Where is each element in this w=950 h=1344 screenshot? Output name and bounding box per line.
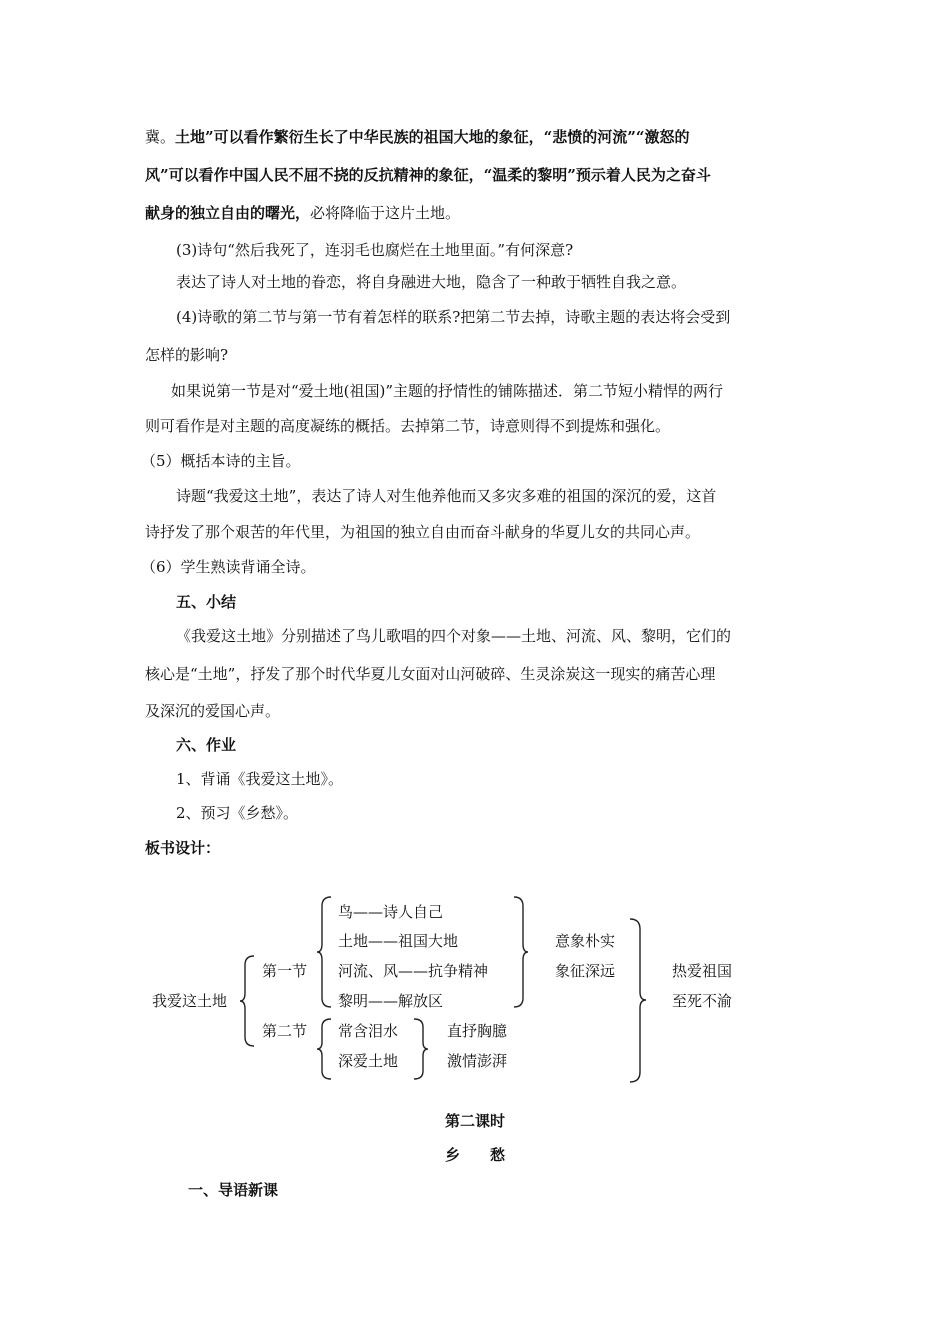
section-2-note-2: 激情澎湃	[447, 1052, 508, 1070]
question-4-line-1: (4)诗歌的第二节与第一节有着怎样的联系?把第二节去掉，诗歌主题的表达将会受到	[176, 308, 731, 326]
conclusion-brace	[627, 918, 649, 1083]
section-1-brace	[316, 896, 336, 1008]
bold-text-line: 风”可以看作中国人民不屈不挠的反抗精神的象征，“温柔的黎明”预示着人民为之奋斗	[145, 166, 711, 184]
section-1-item-river-wind: 河流、风——抗争精神	[338, 962, 489, 980]
section-2-brace	[316, 1018, 336, 1080]
section-heading-intro: 一、导语新课	[188, 1181, 279, 1199]
bold-text-fragment: 献身的独立自由的曙光，	[145, 204, 311, 222]
question-3: (3)诗句“然后我死了，连羽毛也腐烂在土地里面。”有何深意?	[176, 241, 574, 259]
section-1-note-1: 意象朴实	[555, 932, 616, 950]
conclusion-2: 至死不渝	[672, 992, 733, 1010]
board-section-1: 第一节	[262, 962, 308, 980]
question-5: （5）概括本诗的主旨。	[141, 452, 301, 470]
lesson-title: 第二课时	[444, 1112, 505, 1130]
section-1-item-dawn: 黎明——解放区	[338, 992, 444, 1010]
question-4-line-2: 怎样的影响?	[145, 346, 229, 364]
section-1-note-2: 象征深远	[555, 962, 616, 980]
section-heading-summary: 五、小结	[176, 593, 237, 611]
section-2-note-1: 直抒胸臆	[447, 1022, 508, 1040]
section-1-item-bird: 鸟——诗人自己	[338, 903, 444, 921]
root-brace	[239, 955, 259, 1047]
summary-line-1: 《我爱这土地》分别描述了鸟儿歌唱的四个对象——土地、河流、风、黎明，它们的	[176, 627, 732, 645]
answer-5-line-1: 诗题“我爱这土地”，表达了诗人对生他养他而又多灾多难的祖国的深沉的爱，这首	[176, 487, 717, 505]
section-1-item-land: 土地——祖国大地	[338, 932, 459, 950]
section-2-close-brace	[411, 1018, 431, 1080]
summary-line-3: 及深沉的爱国心声。	[145, 702, 281, 720]
answer-5-line-2: 诗抒发了那个艰苦的年代里，为祖国的独立自由而奋斗献身的华夏儿女的共同心声。	[145, 523, 701, 541]
bold-text-fragment: 土地”可以看作繁衍生长了中华民族的祖国大地的象征，“悲愤的河流”“激怒的	[175, 128, 690, 146]
question-6: （6）学生熟读背诵全诗。	[141, 558, 316, 576]
answer-4-line-2: 则可看作是对主题的高度凝练的概括。去掉第二节，诗意则得不到提炼和强化。	[145, 417, 671, 435]
homework-item-2: 2、预习《乡愁》。	[176, 804, 299, 822]
section-2-item-2: 深爱土地	[338, 1052, 399, 1070]
board-design-title: 板书设计：	[145, 839, 221, 857]
board-section-2: 第二节	[262, 1022, 308, 1040]
text-fragment: 必将降临于这片土地。	[310, 204, 461, 222]
answer-4-line-1: 如果说第一节是对“爱土地(祖国)”主题的抒情性的铺陈描述．第二节短小精悍的两行	[171, 382, 724, 400]
section-2-item-1: 常含泪水	[338, 1022, 399, 1040]
summary-line-2: 核心是“土地”，抒发了那个时代华夏儿女面对山河破碎、生灵涂炭这一现实的痛苦心理	[145, 665, 716, 683]
conclusion-1: 热爱祖国	[672, 962, 733, 980]
text-line	[145, 203, 460, 223]
answer-3: 表达了诗人对土地的眷恋，将自身融进大地，隐含了一种敢于牺牲自我之意。	[176, 273, 687, 291]
section-1-close-brace	[511, 896, 531, 1008]
homework-item-1: 1、背诵《我爱这土地》。	[176, 770, 344, 788]
text-fragment: 冀。	[145, 128, 176, 146]
text-line	[145, 127, 690, 147]
poem-title: 乡 愁	[444, 1146, 505, 1164]
section-heading-homework: 六、作业	[176, 736, 237, 754]
board-root: 我爱这土地	[152, 992, 228, 1010]
